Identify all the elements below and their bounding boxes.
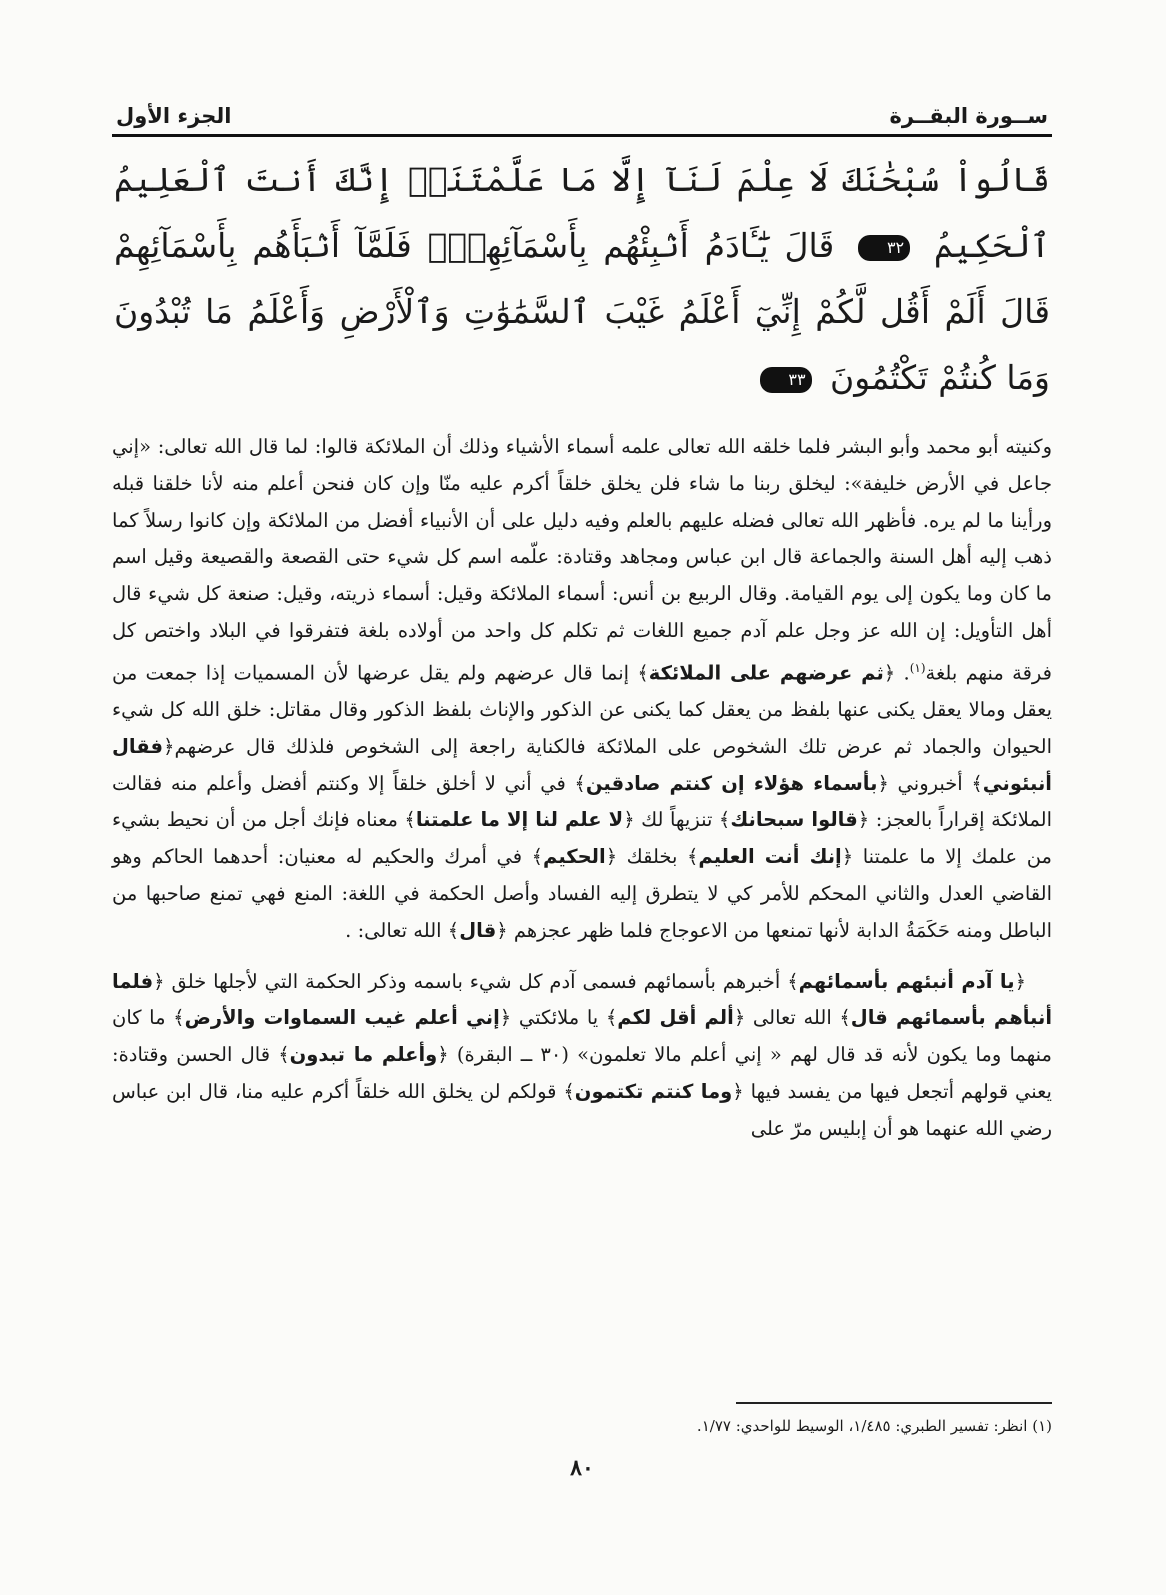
- ornate-bracket-open: ﴿: [732, 1080, 744, 1104]
- verse-32-number-marker: ٣٢: [858, 235, 910, 261]
- commentary-text: معناه فإنك أجل من أن نحيط بشيء من علمك إلا ما علمتنا: [112, 808, 1052, 869]
- quoted-verse-phrase: الحكيم: [543, 845, 606, 869]
- ornate-bracket-close: ﴾: [563, 1080, 575, 1104]
- ornate-bracket-close: ﴾: [173, 1006, 185, 1030]
- commentary-text: قال الحسن وقتادة: يعني قولهم أتجعل فيها من يفسد فيها: [112, 1043, 1052, 1104]
- commentary-text: في أني لا أخلق خلقاً إلا وكنتم أفضل وأعلم منه فقالت الملائكة إقراراً بالعجز:: [112, 771, 1052, 832]
- ornate-bracket-open: ﴿: [163, 734, 175, 758]
- ornate-bracket-close: ﴾: [718, 808, 731, 832]
- part-title: الجزء الأول: [116, 104, 232, 128]
- quoted-verse-phrase: ألم أقل لكم: [617, 1006, 734, 1030]
- commentary-text: وكنيته أبو محمد وأبو البشر فلما خلقه الله تعالى علمه أسماء الأشياء وذلك أن الملائكة قالوا: لما قال الله تعالى: «إني جاعل في الأرض خليفة»: ليخلق ربنا ما شاء فلن يخلق خلقاً أكرم عليه منّا وإن كان فنحن أعلم منه لأنا خلقنا قبله ورأينا ما لم يره. فأظهر الله تعالى فضله عليهم بالعلم وفيه دليل على أن الأنبياء أفضل من الملائكة وإن كانوا رسلاً كما ذهب إليه أهل السنة والجماعة قال ابن عباس ومجاهد وقتادة: علّمه اسم كل شيء حتى القصعة والقصيعة وقيل اسم ما كان وما يكون إلى يوم القيامة. وقال الربيع بن أنس: أسماء الملائكة وقيل: أسماء ذريته، وقيل: صنعة كل شيء قال أهل التأويل: إن الله عز وجل علم آدم جميع اللغات ثم تكلم كل واحد من أولاده بلغة فتفرقوا في البلاد واختص كل فرقة منهم بلغة: [112, 435, 1052, 685]
- quran-verses-block: [112, 147, 1052, 411]
- ornate-bracket-close: ﴾: [531, 845, 544, 869]
- commentary-text: إنما قال عرضهم ولم يقل عرضها لأن المسميات إذا جمعت من يعقل ومالا يعقل يكنى عنها بلفظ من يعقل كما يكنى عن الذكور والإناث بلفظ الذكور وقال مقاتل: خلق الله كل شيء الحيوان والجماد ثم عرض تلك الشخوص على الملائكة فالكناية راجعة إلى الشخوص فلذلك قال عرضهم: [112, 661, 1052, 758]
- ornate-bracket-close: ﴾: [971, 771, 983, 795]
- ornate-bracket-open: ﴿: [496, 918, 508, 942]
- quoted-verse-phrase: يا آدم أنبئهم بأسمائهم: [798, 969, 1015, 993]
- ornate-bracket-close: ﴾: [278, 1043, 290, 1067]
- quoted-verse-phrase: وأعلم ما تبدون: [289, 1043, 438, 1067]
- commentary-text: أخبرهم بأسمائهم فسمى آدم كل شيء باسمه وذكر الحكمة التي لأجلها خلق: [164, 969, 788, 993]
- footnote-reference: (١): [909, 660, 926, 675]
- ornate-bracket-open: ﴿: [883, 661, 896, 685]
- ornate-bracket-close: ﴾: [839, 1006, 851, 1030]
- ornate-bracket-open: ﴿: [877, 771, 889, 795]
- ornate-bracket-open: ﴿: [841, 845, 854, 869]
- commentary-text: تنزيهاً لك: [634, 808, 719, 832]
- quoted-verse-phrase: بأسماء هؤلاء إن كنتم صادقين: [585, 771, 878, 795]
- surah-title: ســورة البقــرة: [889, 104, 1048, 128]
- footnote: (١) انظر: تفسير الطبري: ١/٤٨٥، الوسيط للواحدي: ١/٧٧.: [696, 1417, 1052, 1435]
- commentary-text: يا ملائكتي: [511, 1006, 606, 1030]
- quoted-verse-phrase: وما كنتم تكتمون: [574, 1080, 733, 1104]
- ornate-bracket-open: ﴿: [1014, 969, 1026, 993]
- ornate-bracket-close: ﴾: [404, 808, 416, 832]
- commentary-paragraph-1: [112, 429, 1052, 950]
- commentary-paragraph-2: [112, 964, 1052, 1148]
- ornate-bracket-close: ﴾: [637, 661, 649, 685]
- quoted-verse-phrase: قال: [459, 918, 497, 942]
- quoted-verse-phrase: ثم عرضهم على الملائكة: [648, 661, 884, 685]
- running-header: [112, 92, 1052, 137]
- quoted-verse-phrase: إني أعلم غيب السماوات والأرض: [184, 1006, 500, 1030]
- quoted-verse-phrase: قالوا سبحانك: [730, 808, 858, 832]
- quoted-verse-phrase: إنك أنت العليم: [698, 845, 842, 869]
- ornate-bracket-open: ﴿: [437, 1043, 449, 1067]
- ornate-bracket-close: ﴾: [686, 845, 699, 869]
- ornate-bracket-open: ﴿: [857, 808, 870, 832]
- ornate-bracket-open: ﴿: [733, 1006, 746, 1030]
- verse-33-text: قَالَ يَٰٓـَٔادَمُ أَنۢبِئْهُم بِأَسْمَآئِهِمْۖ فَلَمَّآ أَنۢبَأَهُم بِأَسْمَآئِهِمْ قَالَ أَلَمْ أَقُل لَّكُمْ إِنِّيٓ أَعْلَمُ غَيْبَ ٱلسَّمَٰوَٰتِ وَٱلْأَرْضِ وَأَعْلَمُ مَا تُبْدُونَ وَمَا كُنتُمْ تَكْتُمُونَ: [114, 226, 1050, 397]
- commentary-text: الله تعالى: [745, 1006, 840, 1030]
- commentary-text: ما كان منهما وما يكون لأنه قد قال لهم « إني أعلم مالا تعلمون» (٣٠ ــ البقرة): [112, 1006, 1052, 1067]
- ornate-bracket-open: ﴿: [605, 845, 618, 869]
- commentary-text: أخبروني: [888, 771, 972, 795]
- commentary-text: الله تعالى: .: [345, 918, 448, 942]
- ornate-bracket-close: ﴾: [787, 969, 799, 993]
- ornate-bracket-open: ﴿: [153, 969, 165, 993]
- commentary-text: بخلقك: [617, 845, 687, 869]
- footnote-separator: [736, 1402, 1052, 1404]
- ornate-bracket-close: ﴾: [447, 918, 460, 942]
- page-number: ٨٠: [570, 1455, 594, 1481]
- ornate-bracket-open: ﴿: [499, 1006, 512, 1030]
- commentary-text: قولكم لن يخلق الله خلقاً أكرم عليه منا، قال ابن عباس رضي الله عنهما هو أن إبليس مرّ على: [112, 1080, 1052, 1140]
- ornate-bracket-open: ﴿: [623, 808, 635, 832]
- tafsir-commentary: [112, 429, 1052, 1148]
- verse-32-text: قَالُواْ سُبْحَٰنَكَ لَا عِلْمَ لَنَآ إِلَّا مَا عَلَّمْتَنَآۖ إِنَّكَ أَنتَ ٱلْعَلِيمُ ٱلْحَكِيمُ: [114, 160, 1050, 265]
- ornate-bracket-close: ﴾: [605, 1006, 618, 1030]
- quoted-verse-phrase: فقال أنبئوني: [112, 734, 1052, 795]
- commentary-text: .: [895, 661, 910, 685]
- verse-33-number-marker: ٣٣: [760, 367, 812, 393]
- quoted-verse-phrase: لا علم لنا إلا ما علمتنا: [415, 808, 624, 832]
- ornate-bracket-close: ﴾: [574, 771, 586, 795]
- commentary-text: في أمرك والحكيم له معنيان: أحدهما الحاكم وهو القاضي العدل والثاني المحكم للأمر كي لا يتطرق إليه الفساد وأصل الحكمة في اللغة: المنع فهي تمنع صاحبها من الباطل ومنه حَكَمَةُ الدابة لأنها تمنعها من الاعوجاج فلما ظهر عجزهم: [112, 845, 1052, 942]
- book-page: [112, 92, 1052, 1572]
- quoted-verse-phrase: فلما أنبأهم بأسمائهم قال: [112, 969, 1053, 1030]
